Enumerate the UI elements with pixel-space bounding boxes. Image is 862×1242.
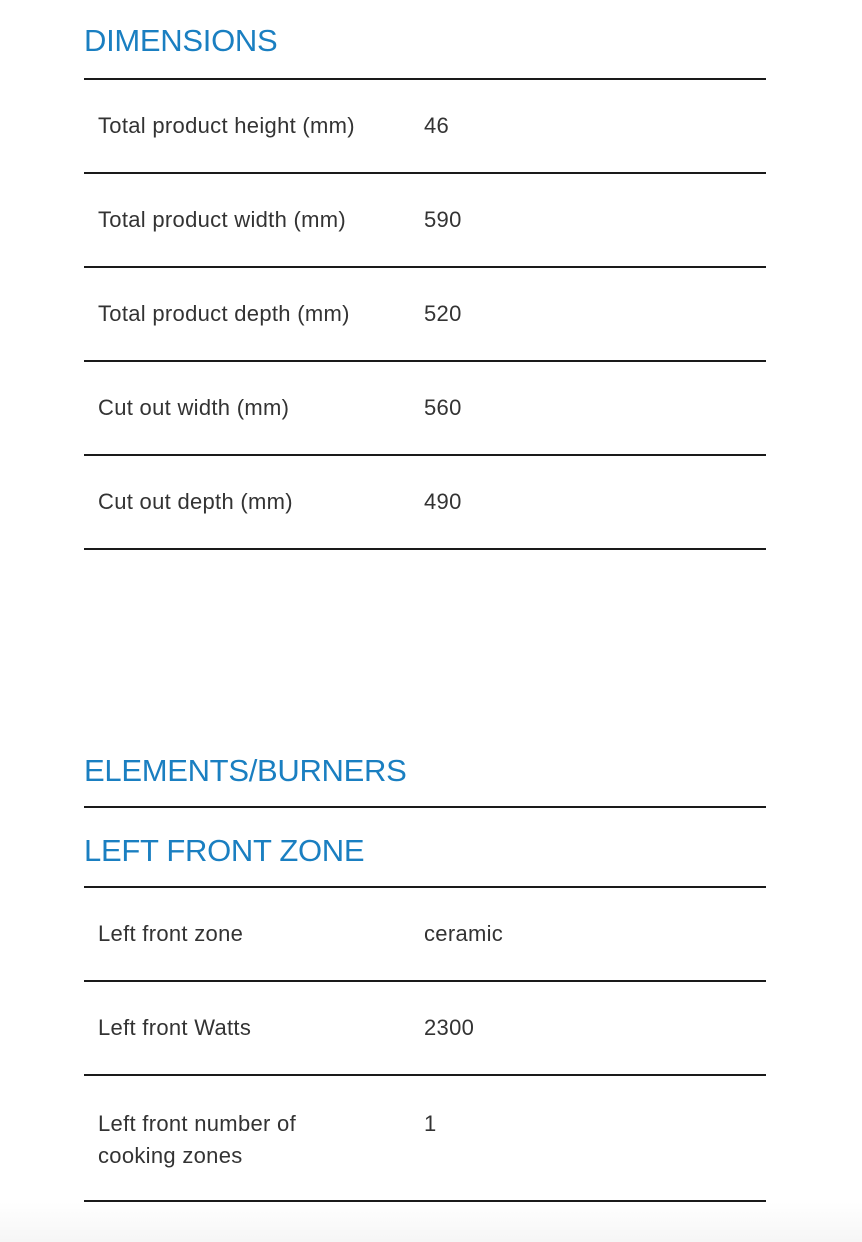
spec-value: 520 [424, 301, 462, 326]
spec-label: Total product depth (mm) [98, 301, 350, 326]
table-row [84, 456, 766, 550]
spec-value: 590 [424, 207, 462, 232]
left-front-zone-heading: LEFT FRONT ZONE [84, 808, 766, 888]
spec-label: Left front zone [98, 921, 244, 946]
spec-label: Total product height (mm) [98, 113, 355, 138]
spec-label: Cut out depth (mm) [98, 489, 293, 514]
spec-value: 46 [424, 113, 450, 138]
spec-label: Left front Watts [98, 1015, 252, 1040]
section-spacer [84, 550, 766, 728]
bottom-fade [0, 1202, 862, 1242]
spec-value: 490 [424, 489, 462, 514]
spec-value: 1 [424, 1111, 437, 1136]
spec-value: 560 [424, 395, 462, 420]
table-row [84, 174, 766, 268]
table-row [84, 80, 766, 174]
table-row [84, 362, 766, 456]
table-row [84, 268, 766, 362]
spec-label: Cut out width (mm) [98, 395, 290, 420]
spec-value: ceramic [424, 921, 504, 946]
spec-label: Total product width (mm) [98, 207, 347, 232]
table-row [84, 888, 766, 982]
spec-value: 2300 [424, 1015, 475, 1040]
spec-label: Left front number of cooking zones [98, 1111, 296, 1168]
dimensions-heading: DIMENSIONS [84, 0, 766, 80]
spec-container [84, 0, 766, 1202]
elements-heading: ELEMENTS/BURNERS [84, 728, 766, 808]
table-row [84, 982, 766, 1076]
table-row [84, 1076, 766, 1202]
